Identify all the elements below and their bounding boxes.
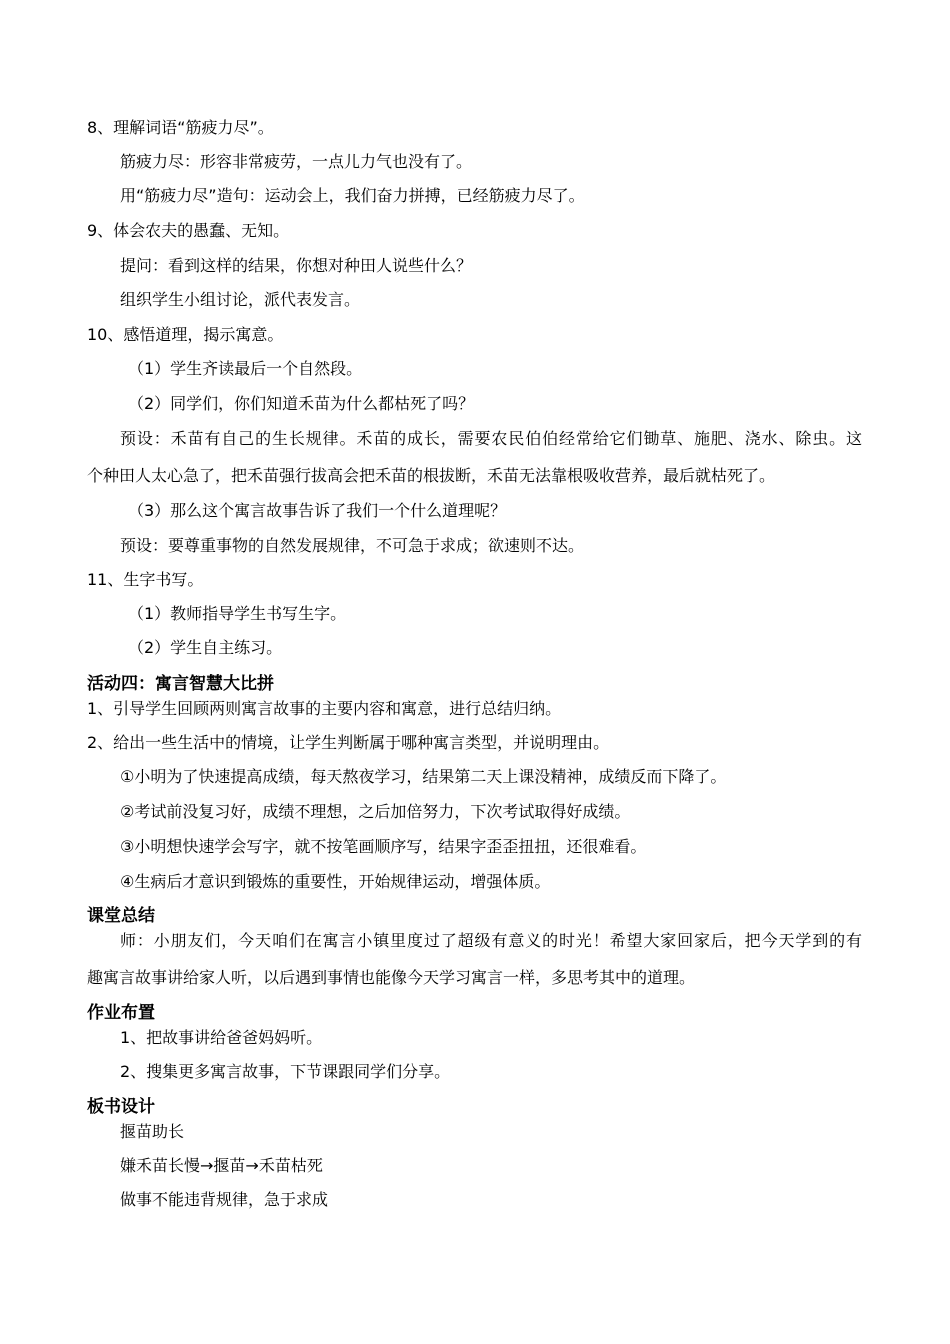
item-10-point-1: （1）学生齐读最后一个自然段。 <box>128 359 363 378</box>
item-11-title: 11、生字书写。 <box>87 570 204 589</box>
item-10-title: 10、感悟道理，揭示寓意。 <box>87 325 284 344</box>
item-10-point-3: （3）那么这个寓言故事告诉了我们一个什么道理呢？ <box>128 501 507 520</box>
item-10-preset-1-line-1: 预设：禾苗有自己的生长规律。禾苗的成长，需要农民伯伯经常给它们锄草、施肥、浇水、除虫。这 <box>120 429 862 448</box>
summary-line-1: 师：小朋友们，今天咱们在寓言小镇里度过了超级有意义的时光！希望大家回家后，把今天学到的有 <box>120 931 862 950</box>
homework-item-1: 1、把故事讲给爸爸妈妈听。 <box>120 1028 323 1047</box>
item-9-discuss: 组织学生小组讨论，派代表发言。 <box>120 290 361 309</box>
homework-item-2: 2、搜集更多寓言故事，下节课跟同学们分享。 <box>120 1062 451 1081</box>
activity-4-heading: 活动四：寓言智慧大比拼 <box>87 674 274 694</box>
board-lesson: 做事不能违背规律，急于求成 <box>120 1190 329 1209</box>
scenario-4: ④生病后才意识到锻炼的重要性，开始规律运动，增强体质。 <box>120 872 551 891</box>
item-11-point-2: （2）学生自主练习。 <box>128 638 283 657</box>
board-sequence: 嫌禾苗长慢→揠苗→禾苗枯死 <box>120 1156 323 1175</box>
summary-heading: 课堂总结 <box>87 906 155 926</box>
summary-line-2: 趣寓言故事讲给家人听，以后遇到事情也能像今天学习寓言一样，多思考其中的道理。 <box>87 968 696 987</box>
board-design-heading: 板书设计 <box>87 1097 155 1117</box>
item-9-question: 提问：看到这样的结果，你想对种田人说些什么？ <box>120 256 473 275</box>
item-8-title: 8、理解词语“筋疲力尽”。 <box>87 118 274 137</box>
item-10-point-2: （2）同学们，你们知道禾苗为什么都枯死了吗？ <box>128 394 475 413</box>
activity-4-line-1: 1、引导学生回顾两则寓言故事的主要内容和寓意，进行总结归纳。 <box>87 699 562 718</box>
scenario-1: ①小明为了快速提高成绩，每天熬夜学习，结果第二天上课没精神，成绩反而下降了。 <box>120 767 727 786</box>
homework-heading: 作业布置 <box>87 1003 155 1023</box>
scenario-2: ②考试前没复习好，成绩不理想，之后加倍努力，下次考试取得好成绩。 <box>120 802 631 821</box>
board-title: 揠苗助长 <box>120 1122 185 1141</box>
item-8-sentence: 用“筋疲力尽”造句：运动会上，我们奋力拼搏，已经筋疲力尽了。 <box>120 186 585 205</box>
scenario-3: ③小明想快速学会写字，就不按笔画顺序写，结果字歪歪扭扭，还很难看。 <box>120 837 647 856</box>
item-11-point-1: （1）教师指导学生书写生字。 <box>128 604 347 623</box>
item-8-definition: 筋疲力尽：形容非常疲劳，一点儿力气也没有了。 <box>120 152 473 171</box>
item-10-preset-1-line-2: 个种田人太心急了，把禾苗强行拔高会把禾苗的根拔断，禾苗无法靠根吸收营养，最后就枯死了。 <box>87 466 776 485</box>
item-9-title: 9、体会农夫的愚蠢、无知。 <box>87 221 290 240</box>
activity-4-line-2: 2、给出一些生活中的情境，让学生判断属于哪种寓言类型，并说明理由。 <box>87 733 610 752</box>
item-10-preset-2: 预设：要尊重事物的自然发展规律，不可急于求成；欲速则不达。 <box>120 536 585 555</box>
